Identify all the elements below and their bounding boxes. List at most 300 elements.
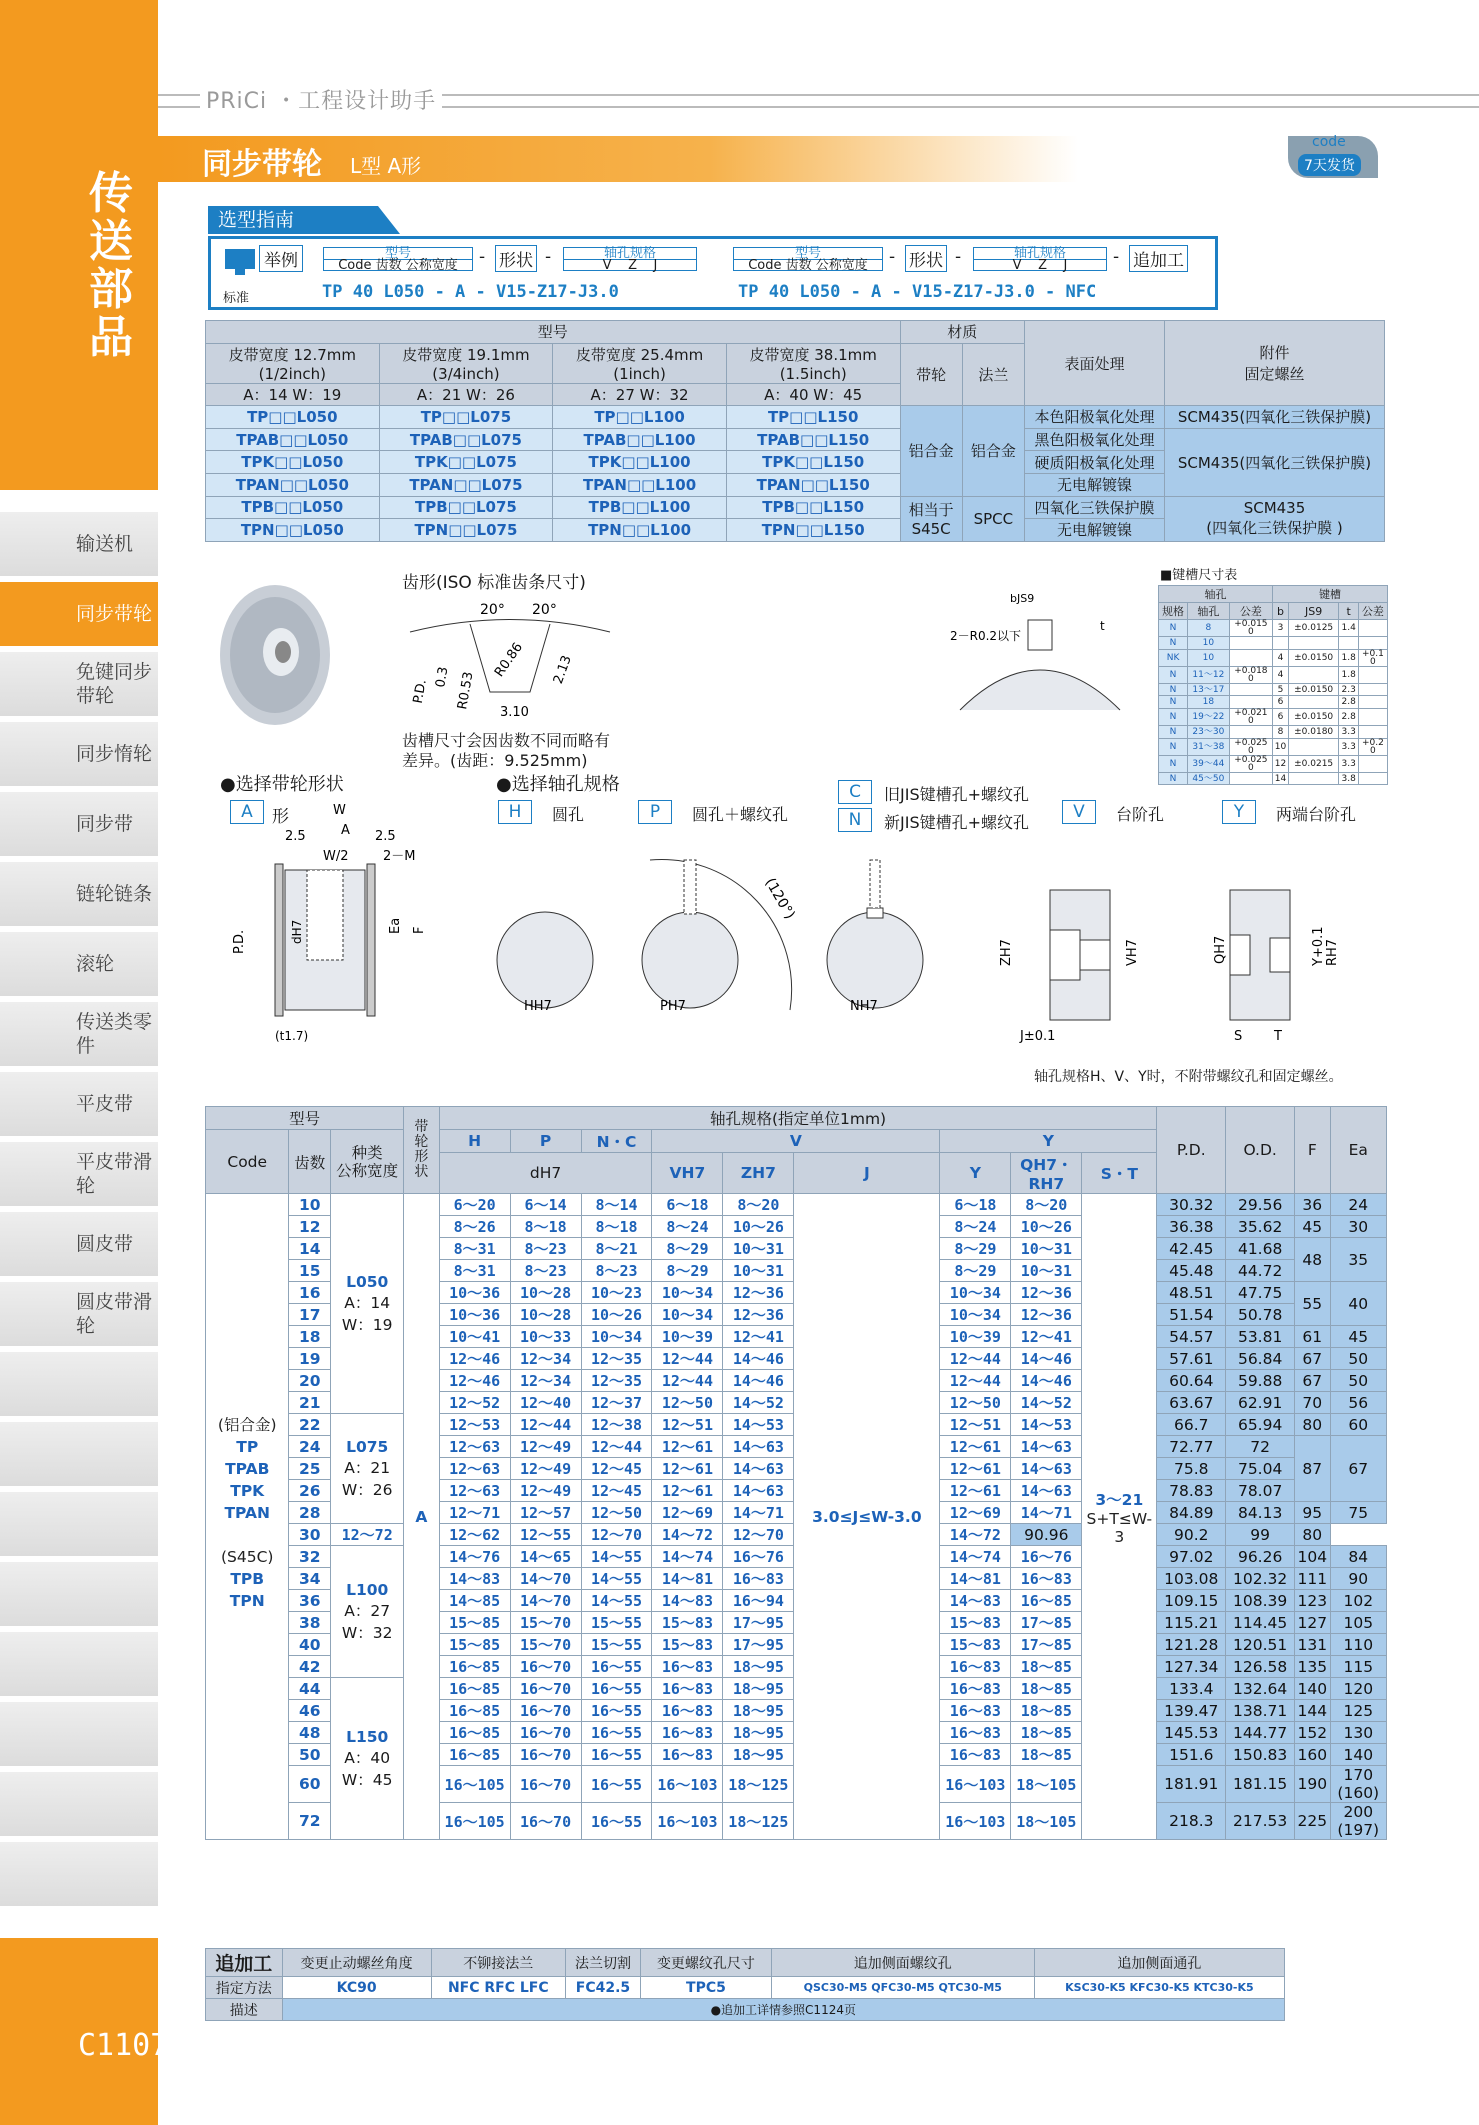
ea: 110 bbox=[1330, 1634, 1386, 1656]
bore-header-box-1: 轴孔规格 V Z J bbox=[563, 247, 697, 271]
h-flange: 法兰 bbox=[962, 343, 1024, 406]
bore-code-p[interactable]: P bbox=[638, 800, 672, 824]
h-range: 10～41 bbox=[439, 1326, 510, 1348]
od: 78.07 bbox=[1226, 1480, 1295, 1502]
v-range: 15～83 bbox=[652, 1612, 723, 1634]
keyway-table bbox=[1158, 585, 1388, 785]
v-range: 12～61 bbox=[652, 1480, 723, 1502]
od: 108.39 bbox=[1226, 1590, 1295, 1612]
keyway-cell bbox=[1229, 649, 1272, 666]
z-range: 18～125 bbox=[723, 1766, 794, 1803]
z-range: 14～46 bbox=[723, 1348, 794, 1370]
model-code: TPAN□□L050 bbox=[206, 473, 380, 496]
y-range: 14～81 bbox=[940, 1568, 1011, 1590]
z-range: 10～31 bbox=[723, 1238, 794, 1260]
pd: 139.47 bbox=[1157, 1700, 1226, 1722]
qr-range: 18～85 bbox=[1011, 1744, 1082, 1766]
teeth: 50 bbox=[289, 1744, 331, 1766]
svg-text:W/2: W/2 bbox=[323, 849, 349, 864]
keyway-cell: 3.3 bbox=[1339, 726, 1358, 739]
sidebar-item-empty-2 bbox=[0, 1422, 158, 1486]
sidebar-item-round-belt[interactable]: 圆皮带 bbox=[0, 1212, 158, 1276]
width-4: 皮带宽度 38.1mm (1.5inch) bbox=[726, 343, 900, 383]
pd: 97.02 bbox=[1157, 1546, 1226, 1568]
dash: - bbox=[1113, 247, 1120, 267]
sidebar-item-empty-7 bbox=[0, 1772, 158, 1836]
ea: 200 (197) bbox=[1330, 1803, 1386, 1840]
teeth: 72 bbox=[289, 1803, 331, 1840]
model-row bbox=[206, 496, 1385, 519]
h-range: 16～85 bbox=[439, 1700, 510, 1722]
h-range: 12～63 bbox=[439, 1436, 510, 1458]
ea: 50 bbox=[1330, 1348, 1386, 1370]
y-range: 16～103 bbox=[940, 1803, 1011, 1840]
keyway-cell bbox=[1358, 620, 1387, 637]
f: 36 bbox=[1295, 1194, 1330, 1216]
pd: 218.3 bbox=[1157, 1803, 1226, 1840]
teeth: 21 bbox=[289, 1392, 331, 1414]
example-label: 举例 bbox=[259, 245, 303, 272]
table-row bbox=[206, 1194, 1387, 1216]
mt-h-y: Y bbox=[940, 1130, 1157, 1153]
pd: 57.61 bbox=[1157, 1348, 1226, 1370]
mt-h-type: 种类 公称宽度 bbox=[331, 1130, 404, 1194]
qr-range: 10～31 bbox=[1011, 1238, 1082, 1260]
sidebar-category-band bbox=[0, 0, 158, 490]
svg-text:P.D.: P.D. bbox=[232, 929, 247, 954]
keyway-cell: +0.021 0 bbox=[1229, 709, 1272, 726]
sidebar-item-flat-belt[interactable]: 平皮带 bbox=[0, 1072, 158, 1136]
model-code: TPAB□□L150 bbox=[726, 428, 900, 451]
teeth: 48 bbox=[289, 1722, 331, 1744]
v-range: 8～29 bbox=[652, 1238, 723, 1260]
teeth: 20 bbox=[289, 1370, 331, 1392]
mt-h-teeth: 齿数 bbox=[289, 1130, 331, 1194]
svg-text:2.13: 2.13 bbox=[550, 653, 575, 686]
qr-range: 8～20 bbox=[1011, 1194, 1082, 1216]
keyway-cell bbox=[1229, 683, 1272, 696]
keyway-cell bbox=[1229, 726, 1272, 739]
v-range: 12～69 bbox=[652, 1502, 723, 1524]
ea: 84 bbox=[1330, 1546, 1386, 1568]
addon-col-4: 追加侧面螺纹孔 bbox=[771, 1949, 1034, 1977]
keyway-cell: 2.3 bbox=[1339, 683, 1358, 696]
z-range: 18～95 bbox=[723, 1678, 794, 1700]
sidebar-item-timing-pulley[interactable]: 同步带轮 bbox=[0, 582, 158, 646]
od: 138.71 bbox=[1226, 1700, 1295, 1722]
keyway-cell bbox=[1358, 755, 1387, 772]
ea: 40 bbox=[1330, 1282, 1386, 1326]
z-range: 18～95 bbox=[723, 1656, 794, 1678]
svg-text:20°: 20° bbox=[480, 602, 505, 618]
model-code: TPAN□□L150 bbox=[726, 473, 900, 496]
p-range: 14～70 bbox=[510, 1590, 581, 1612]
mat-pulley-s45c: 相当于 S45C bbox=[900, 496, 962, 541]
bore-name-c: 旧JIS键槽孔+螺纹孔 bbox=[884, 785, 1030, 804]
keyway-cell: N bbox=[1159, 683, 1188, 696]
keyway-cell bbox=[1288, 738, 1339, 755]
h-range: 16～105 bbox=[439, 1766, 510, 1803]
teeth: 44 bbox=[289, 1678, 331, 1700]
y-range: 8～29 bbox=[940, 1238, 1011, 1260]
y-range: 12～61 bbox=[940, 1458, 1011, 1480]
p-range: 12～49 bbox=[510, 1480, 581, 1502]
sidebar-item-sprocket[interactable]: 链轮链条 bbox=[0, 862, 158, 926]
h-range: 12～53 bbox=[439, 1414, 510, 1436]
addon-val-3: TPC5 bbox=[641, 1977, 772, 1999]
addon-val-2: FC42.5 bbox=[565, 1977, 640, 1999]
teeth: 42 bbox=[289, 1656, 331, 1678]
standard-label: 标准 bbox=[223, 291, 250, 306]
keyway-cell: +0.025 0 bbox=[1229, 755, 1272, 772]
model-row bbox=[206, 428, 1385, 451]
k-h-t: t bbox=[1339, 603, 1358, 620]
delivery-label: 7天发货 bbox=[1298, 154, 1361, 176]
sidebar-item-round-belt-pulley[interactable]: 圆皮带滑轮 bbox=[0, 1282, 158, 1346]
qr-range: 18～85 bbox=[1011, 1700, 1082, 1722]
y-range: 6～18 bbox=[940, 1194, 1011, 1216]
y-range: 16～83 bbox=[940, 1678, 1011, 1700]
qr-range: 17～85 bbox=[1011, 1612, 1082, 1634]
svg-text:dH7: dH7 bbox=[290, 919, 304, 944]
nc-range: 16～55 bbox=[581, 1656, 652, 1678]
keyway-cell: 10 bbox=[1273, 738, 1289, 755]
p-range: 16～70 bbox=[510, 1656, 581, 1678]
keyway-cell: 4 bbox=[1273, 666, 1289, 683]
f: 104 bbox=[1295, 1546, 1330, 1568]
teeth: 17 bbox=[289, 1304, 331, 1326]
shape-header-1: 形状 bbox=[495, 245, 537, 272]
keyway-row bbox=[1159, 755, 1388, 772]
keyway-cell: 1.8 bbox=[1339, 649, 1358, 666]
ea: 115 bbox=[1330, 1656, 1386, 1678]
model-code: TPB□□L100 bbox=[553, 496, 727, 519]
monitor-icon bbox=[223, 247, 257, 277]
tooth-note-2: 差异。(齿距：9.525mm) bbox=[402, 751, 588, 770]
keyway-cell: 3.8 bbox=[1339, 772, 1358, 785]
bore-code-y[interactable]: Y bbox=[1222, 800, 1256, 824]
keyway-cell: ±0.0150 bbox=[1288, 683, 1339, 696]
od: 102.32 bbox=[1226, 1568, 1295, 1590]
keyway-cell: 19～22 bbox=[1188, 709, 1230, 726]
nc-range: 15～55 bbox=[581, 1634, 652, 1656]
teeth: 15 bbox=[289, 1260, 331, 1282]
keyway-cell: 14 bbox=[1273, 772, 1289, 785]
od: 150.83 bbox=[1226, 1744, 1295, 1766]
v-range: 10～34 bbox=[652, 1282, 723, 1304]
sidebar-item-roller[interactable]: 滚轮 bbox=[0, 932, 158, 996]
teeth: 30 bbox=[289, 1524, 331, 1546]
h-range: 12～72 bbox=[331, 1524, 404, 1546]
pulley-photo bbox=[215, 580, 335, 730]
od: 90.2 bbox=[1157, 1524, 1226, 1546]
sidebar-item-transfer-parts[interactable]: 传送类零件 bbox=[0, 1002, 158, 1066]
keyway-cell bbox=[1358, 709, 1387, 726]
nc-range: 12～38 bbox=[581, 1414, 652, 1436]
p-range: 15～70 bbox=[510, 1634, 581, 1656]
h-accessory: 附件 固定螺丝 bbox=[1165, 321, 1385, 406]
svg-text:0.3: 0.3 bbox=[433, 665, 452, 689]
aw-3: A：27 W：32 bbox=[553, 383, 727, 406]
k-h-spec: 规格 bbox=[1159, 603, 1188, 620]
keyway-cell bbox=[1273, 637, 1289, 650]
teeth: 32 bbox=[289, 1546, 331, 1568]
teeth: 14 bbox=[289, 1238, 331, 1260]
addon-desc: ●追加工详情参照C1124页 bbox=[282, 1999, 1284, 2021]
keyway-cell: 6 bbox=[1273, 709, 1289, 726]
ea: 102 bbox=[1330, 1590, 1386, 1612]
bore-name-n: 新JIS键槽孔+螺纹孔 bbox=[884, 813, 1030, 832]
mt-h-nc: N・C bbox=[581, 1130, 652, 1153]
k-h-js9: JS9 bbox=[1288, 603, 1339, 620]
model-code: TPK□□L100 bbox=[553, 451, 727, 474]
qr-range: 14～52 bbox=[1011, 1392, 1082, 1414]
nc-range: 16～55 bbox=[581, 1766, 652, 1803]
model-code: TPK□□L075 bbox=[379, 451, 553, 474]
mt-h-bore: 轴孔规格(指定单位1mm) bbox=[439, 1107, 1157, 1130]
qr-range: 14～71 bbox=[1011, 1502, 1082, 1524]
y-range: 12～50 bbox=[940, 1392, 1011, 1414]
keyway-cell: 12 bbox=[1273, 755, 1289, 772]
tooth-title: 齿形(ISO 标准齿条尺寸) bbox=[402, 573, 586, 593]
keyway-row bbox=[1159, 637, 1388, 650]
v-range: 14～81 bbox=[652, 1568, 723, 1590]
ea: 50 bbox=[1330, 1370, 1386, 1392]
keyway-cell: +0.2 0 bbox=[1358, 738, 1387, 755]
teeth: 10 bbox=[289, 1194, 331, 1216]
model-code: TPAB□□L100 bbox=[553, 428, 727, 451]
ea: 80 bbox=[1295, 1524, 1330, 1546]
sidebar-item-conveyor[interactable]: 输送机 bbox=[0, 512, 158, 576]
sidebar-item-empty-6 bbox=[0, 1702, 158, 1766]
model-code: TPAN□□L100 bbox=[553, 473, 727, 496]
sidebar bbox=[0, 0, 169, 2125]
z-range: 14～63 bbox=[723, 1436, 794, 1458]
mat-pulley-al: 铝合金 bbox=[900, 406, 962, 496]
nc-range: 8～23 bbox=[581, 1260, 652, 1282]
keyway-cell bbox=[1288, 666, 1339, 683]
addon-header: 追加工 bbox=[1129, 245, 1188, 272]
keyway-cell bbox=[1358, 637, 1387, 650]
y-range: 10～39 bbox=[940, 1326, 1011, 1348]
svg-text:W: W bbox=[333, 803, 346, 818]
h-range: 16～85 bbox=[439, 1656, 510, 1678]
od: 53.81 bbox=[1226, 1326, 1295, 1348]
y-range: 16～83 bbox=[940, 1744, 1011, 1766]
teeth: 26 bbox=[289, 1480, 331, 1502]
svg-text:J±0.1: J±0.1 bbox=[1020, 1029, 1056, 1044]
f: 45 bbox=[1295, 1216, 1330, 1238]
y-range: 12～44 bbox=[940, 1370, 1011, 1392]
v-range: 10～39 bbox=[652, 1326, 723, 1348]
z-range: 18～95 bbox=[723, 1722, 794, 1744]
pd: 103.08 bbox=[1157, 1568, 1226, 1590]
z-range: 14～63 bbox=[723, 1458, 794, 1480]
h-range: 16～85 bbox=[439, 1722, 510, 1744]
h-range: 8～31 bbox=[439, 1238, 510, 1260]
svg-text:VH7: VH7 bbox=[1125, 939, 1140, 966]
sidebar-item-flat-belt-pulley[interactable]: 平皮带滑轮 bbox=[0, 1142, 158, 1206]
h-pulley: 带轮 bbox=[900, 343, 962, 406]
accessory: SCM435(四氧化三铁保护膜) bbox=[1165, 428, 1385, 496]
keyway-cell: 5 bbox=[1273, 683, 1289, 696]
f: 48 bbox=[1295, 1238, 1330, 1282]
surface: 黑色阳极氧化处理 bbox=[1025, 428, 1165, 451]
od: 44.72 bbox=[1226, 1260, 1295, 1282]
shape-a-diagram bbox=[215, 800, 425, 1050]
sidebar-item-idler[interactable]: 同步惰轮 bbox=[0, 722, 158, 786]
y-range: 16～83 bbox=[940, 1722, 1011, 1744]
bore-code-n[interactable]: N bbox=[838, 808, 872, 832]
pd: 109.15 bbox=[1157, 1590, 1226, 1612]
v-range: 16～103 bbox=[652, 1803, 723, 1840]
teeth: 40 bbox=[289, 1634, 331, 1656]
nc-range: 15～55 bbox=[581, 1612, 652, 1634]
mt-h-code: Code bbox=[206, 1130, 289, 1194]
od: 114.45 bbox=[1226, 1612, 1295, 1634]
z-range: 14～53 bbox=[723, 1414, 794, 1436]
model-code: TPN□□L150 bbox=[726, 519, 900, 542]
keyway-cell: ±0.0125 bbox=[1288, 620, 1339, 637]
pd: 75.8 bbox=[1157, 1458, 1226, 1480]
addon-val-1: NFC RFC LFC bbox=[431, 1977, 565, 1999]
z-range: 17～95 bbox=[723, 1634, 794, 1656]
k-h-bore: 轴孔 bbox=[1159, 586, 1273, 603]
teeth: 19 bbox=[289, 1348, 331, 1370]
j-rule: 3.0≤J≤W-3.0 bbox=[794, 1194, 940, 1840]
type-group: L150 A：40 W：45 bbox=[331, 1678, 404, 1840]
surface: 硬质阳极氧化处理 bbox=[1025, 451, 1165, 474]
p-range: 12～49 bbox=[510, 1436, 581, 1458]
pd: 133.4 bbox=[1157, 1678, 1226, 1700]
qr-range: 18～105 bbox=[1011, 1803, 1082, 1840]
f: 99 bbox=[1226, 1524, 1295, 1546]
k-h-dia: 轴孔 bbox=[1188, 603, 1230, 620]
addon-val-5: KSC30-K5 KFC30-K5 KTC30-K5 bbox=[1034, 1977, 1284, 1999]
qr-range: 14～63 bbox=[1011, 1480, 1082, 1502]
pd: 151.6 bbox=[1157, 1744, 1226, 1766]
bore-header-box-2: 轴孔规格 V Z J bbox=[973, 247, 1107, 271]
nc-range: 12～37 bbox=[581, 1392, 652, 1414]
teeth: 16 bbox=[289, 1282, 331, 1304]
model-code: TP□□L050 bbox=[206, 406, 380, 429]
bore-code-h[interactable]: H bbox=[498, 800, 532, 824]
nc-range: 8～14 bbox=[581, 1194, 652, 1216]
pd: 66.7 bbox=[1157, 1414, 1226, 1436]
tooth-profile-diagram bbox=[400, 592, 620, 732]
keyway-cell: 13～17 bbox=[1188, 683, 1230, 696]
p-range: 16～70 bbox=[510, 1678, 581, 1700]
keyway-cell bbox=[1358, 696, 1387, 709]
keyway-row bbox=[1159, 726, 1388, 739]
nc-range: 14～55 bbox=[581, 1568, 652, 1590]
h-range: 12～63 bbox=[439, 1480, 510, 1502]
teeth: 60 bbox=[289, 1766, 331, 1803]
bore-diagrams bbox=[490, 830, 1390, 1060]
ea: 30 bbox=[1330, 1216, 1386, 1238]
nc-range: 14～55 bbox=[581, 1590, 652, 1612]
keyway-cell bbox=[1229, 637, 1272, 650]
pd: 90.96 bbox=[1011, 1524, 1082, 1546]
od: 217.53 bbox=[1226, 1803, 1295, 1840]
keyway-row bbox=[1159, 649, 1388, 666]
f: 131 bbox=[1295, 1634, 1330, 1656]
keyway-cell: ±0.0150 bbox=[1288, 709, 1339, 726]
f: 160 bbox=[1295, 1744, 1330, 1766]
sidebar-item-timing-belt[interactable]: 同步带 bbox=[0, 792, 158, 856]
keyway-cell bbox=[1288, 772, 1339, 785]
teeth: 46 bbox=[289, 1700, 331, 1722]
guide-tab: 选型指南 bbox=[208, 206, 378, 234]
bore-code-c[interactable]: C bbox=[838, 780, 872, 804]
nc-range: 12～50 bbox=[581, 1502, 652, 1524]
model-code: TPB□□L150 bbox=[726, 496, 900, 519]
keyway-row bbox=[1159, 620, 1388, 637]
od: 62.91 bbox=[1226, 1392, 1295, 1414]
p-range: 10～33 bbox=[510, 1326, 581, 1348]
bore-code-v[interactable]: V bbox=[1062, 800, 1096, 824]
addon-val-4: QSC30-M5 QFC30-M5 QTC30-M5 bbox=[771, 1977, 1034, 1999]
addon-val-0: KC90 bbox=[282, 1977, 431, 1999]
keyway-row bbox=[1159, 666, 1388, 683]
model-header-box-1: 型号 Code 齿数 公称宽度 bbox=[323, 247, 473, 271]
shape-code-a[interactable]: A bbox=[230, 800, 264, 824]
qr-range: 12～36 bbox=[1011, 1304, 1082, 1326]
pd: 36.38 bbox=[1157, 1216, 1226, 1238]
p-range: 12～40 bbox=[510, 1392, 581, 1414]
h-range: 16～85 bbox=[439, 1744, 510, 1766]
qr-range: 14～63 bbox=[1011, 1436, 1082, 1458]
bore-name-y: 两端台阶孔 bbox=[1276, 805, 1357, 824]
nc-range: 16～55 bbox=[581, 1678, 652, 1700]
width-1: 皮带宽度 12.7mm (1/2inch) bbox=[206, 343, 380, 383]
nc-range: 16～55 bbox=[581, 1744, 652, 1766]
ea: 56 bbox=[1330, 1392, 1386, 1414]
z-range: 14～72 bbox=[652, 1524, 723, 1546]
z-range: 10～31 bbox=[723, 1260, 794, 1282]
v-range: 6～18 bbox=[652, 1194, 723, 1216]
h-range: 8～26 bbox=[439, 1216, 510, 1238]
keyway-cell: 45～50 bbox=[1188, 772, 1230, 785]
addon-col-2: 法兰切割 bbox=[565, 1949, 640, 1977]
nc-range: 14～55 bbox=[581, 1546, 652, 1568]
mat-flange-al: 铝合金 bbox=[962, 406, 1024, 496]
f: 87 bbox=[1295, 1436, 1330, 1502]
ea: 105 bbox=[1330, 1612, 1386, 1634]
od: 126.58 bbox=[1226, 1656, 1295, 1678]
select-shape-title: ●选择带轮形状 bbox=[220, 774, 344, 795]
keyway-cell: N bbox=[1159, 726, 1188, 739]
k-h-key: 键槽 bbox=[1273, 586, 1388, 603]
svg-text:HH7: HH7 bbox=[524, 999, 552, 1014]
keyway-cell: 4 bbox=[1273, 649, 1289, 666]
qr-range: 12～41 bbox=[1011, 1326, 1082, 1348]
h-range: 16～105 bbox=[439, 1803, 510, 1840]
example-2-value: TP 40 L050 - A - V15-Z17-J3.0 - NFC bbox=[738, 282, 1097, 302]
code-group: (铝合金) TP TPAB TPK TPAN (S45C) TPB TPN bbox=[206, 1194, 289, 1840]
keyway-cell: +0.018 0 bbox=[1229, 666, 1272, 683]
v-range: 12～61 bbox=[652, 1436, 723, 1458]
dash: - bbox=[889, 247, 896, 267]
svg-text:3.10: 3.10 bbox=[500, 705, 529, 720]
v-range: 10～34 bbox=[652, 1304, 723, 1326]
model-code: TPAB□□L075 bbox=[379, 428, 553, 451]
ea: 125 bbox=[1330, 1700, 1386, 1722]
keyway-cell: 11～12 bbox=[1188, 666, 1230, 683]
sidebar-item-keyless-pulley[interactable]: 免键同步带轮 bbox=[0, 652, 158, 716]
qr-range: 14～46 bbox=[1011, 1370, 1082, 1392]
pd: 42.45 bbox=[1157, 1238, 1226, 1260]
